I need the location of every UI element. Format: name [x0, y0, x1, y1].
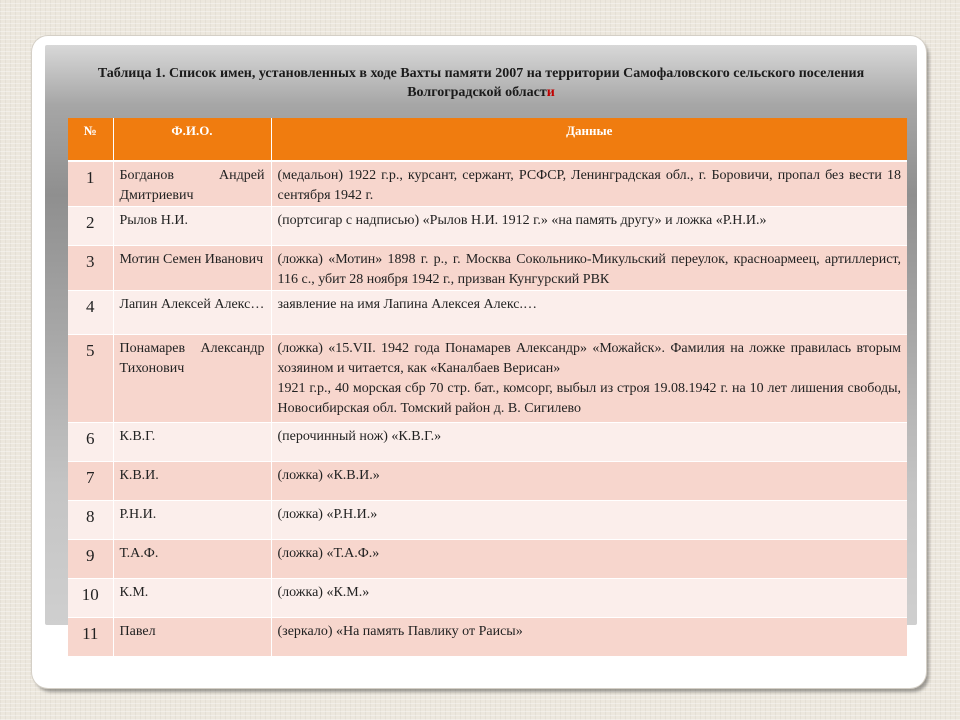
row-name: Р.Н.И.	[113, 501, 271, 540]
table-row	[68, 579, 907, 618]
row-info: (ложка) «Мотин» 1898 г. р., г. Москва Сокольнико-Микульский переулок, красноармеец, артиллерист, 116 с., убит 28 ноября 1942 г., призван Кунгурский РВК	[271, 246, 907, 291]
row-number: 7	[68, 462, 113, 501]
title-text: Таблица 1. Список имен, установленных в ходе Вахты памяти 2007 на территории Самофаловского сельского поселения Волгоградской област	[97, 66, 865, 100]
table-row	[68, 291, 907, 335]
row-number: 4	[68, 291, 113, 335]
table-row	[68, 207, 907, 246]
row-info	[271, 335, 907, 423]
row-name: Понамарев Александр Тихонович	[113, 335, 271, 423]
row-info: (ложка) «Т.А.Ф.»	[271, 540, 907, 579]
title-accent-letter: и	[546, 85, 555, 100]
row-info: (перочинный нож) «К.В.Г.»	[271, 423, 907, 462]
header-data: Данные	[271, 118, 907, 161]
header-name: Ф.И.О.	[113, 118, 271, 161]
row-number: 1	[68, 161, 113, 207]
table-row	[68, 618, 907, 657]
header-number: №	[68, 118, 113, 161]
row-info: (портсигар с надписью) «Рылов Н.И. 1912 г.» «на память другу» и ложка «Р.Н.И.»	[271, 207, 907, 246]
row-info: заявление на имя Лапина Алексея Алекс.…	[271, 291, 907, 335]
row-name: К.М.	[113, 579, 271, 618]
row-number: 6	[68, 423, 113, 462]
row-name: К.В.Г.	[113, 423, 271, 462]
row-number: 10	[68, 579, 113, 618]
row-name: Павел	[113, 618, 271, 657]
row-name: Богданов Андрей Дмитриевич	[113, 161, 271, 207]
row-info: (ложка) «К.М.»	[271, 579, 907, 618]
table-row	[68, 161, 907, 207]
row-number: 2	[68, 207, 113, 246]
row-name: Рылов Н.И.	[113, 207, 271, 246]
table-row	[68, 462, 907, 501]
row-number: 11	[68, 618, 113, 657]
row-number: 9	[68, 540, 113, 579]
table-row	[68, 540, 907, 579]
row-info: (ложка) «К.В.И.»	[271, 462, 907, 501]
page-title	[60, 64, 902, 102]
row-name: Мотин Семен Иванович	[113, 246, 271, 291]
row-info: (ложка) «Р.Н.И.»	[271, 501, 907, 540]
row-number: 5	[68, 335, 113, 423]
row-info: (зеркало) «На память Павлику от Раисы»	[271, 618, 907, 657]
table-row	[68, 423, 907, 462]
table-row	[68, 501, 907, 540]
row-info: (медальон) 1922 г.р., курсант, сержант, РСФСР, Ленинградская обл., г. Боровичи, пропал без вести 18 сентября 1942 г.	[271, 161, 907, 207]
table-row	[68, 246, 907, 291]
row-info-part: (ложка) «15.VII. 1942 года Понамарев Александр» «Можайск». Фамилия на ложке правилась вторым хозяином и читается, как «Каналбаев Верисан»	[277, 341, 901, 376]
row-name: Т.А.Ф.	[113, 540, 271, 579]
row-number: 8	[68, 501, 113, 540]
row-name: К.В.И.	[113, 462, 271, 501]
table-header-row	[68, 118, 907, 161]
row-name: Лапин Алексей Алекс…	[113, 291, 271, 335]
row-number: 3	[68, 246, 113, 291]
table-row	[68, 335, 907, 423]
row-info-part: 1921 г.р., 40 морская сбр 70 стр. бат., комсорг, выбыл из строя 19.08.1942 г. на 10 лет лишения свободы, Новосибирская обл. Томский район д. В. Сигилево	[277, 381, 901, 416]
names-table	[68, 118, 907, 657]
